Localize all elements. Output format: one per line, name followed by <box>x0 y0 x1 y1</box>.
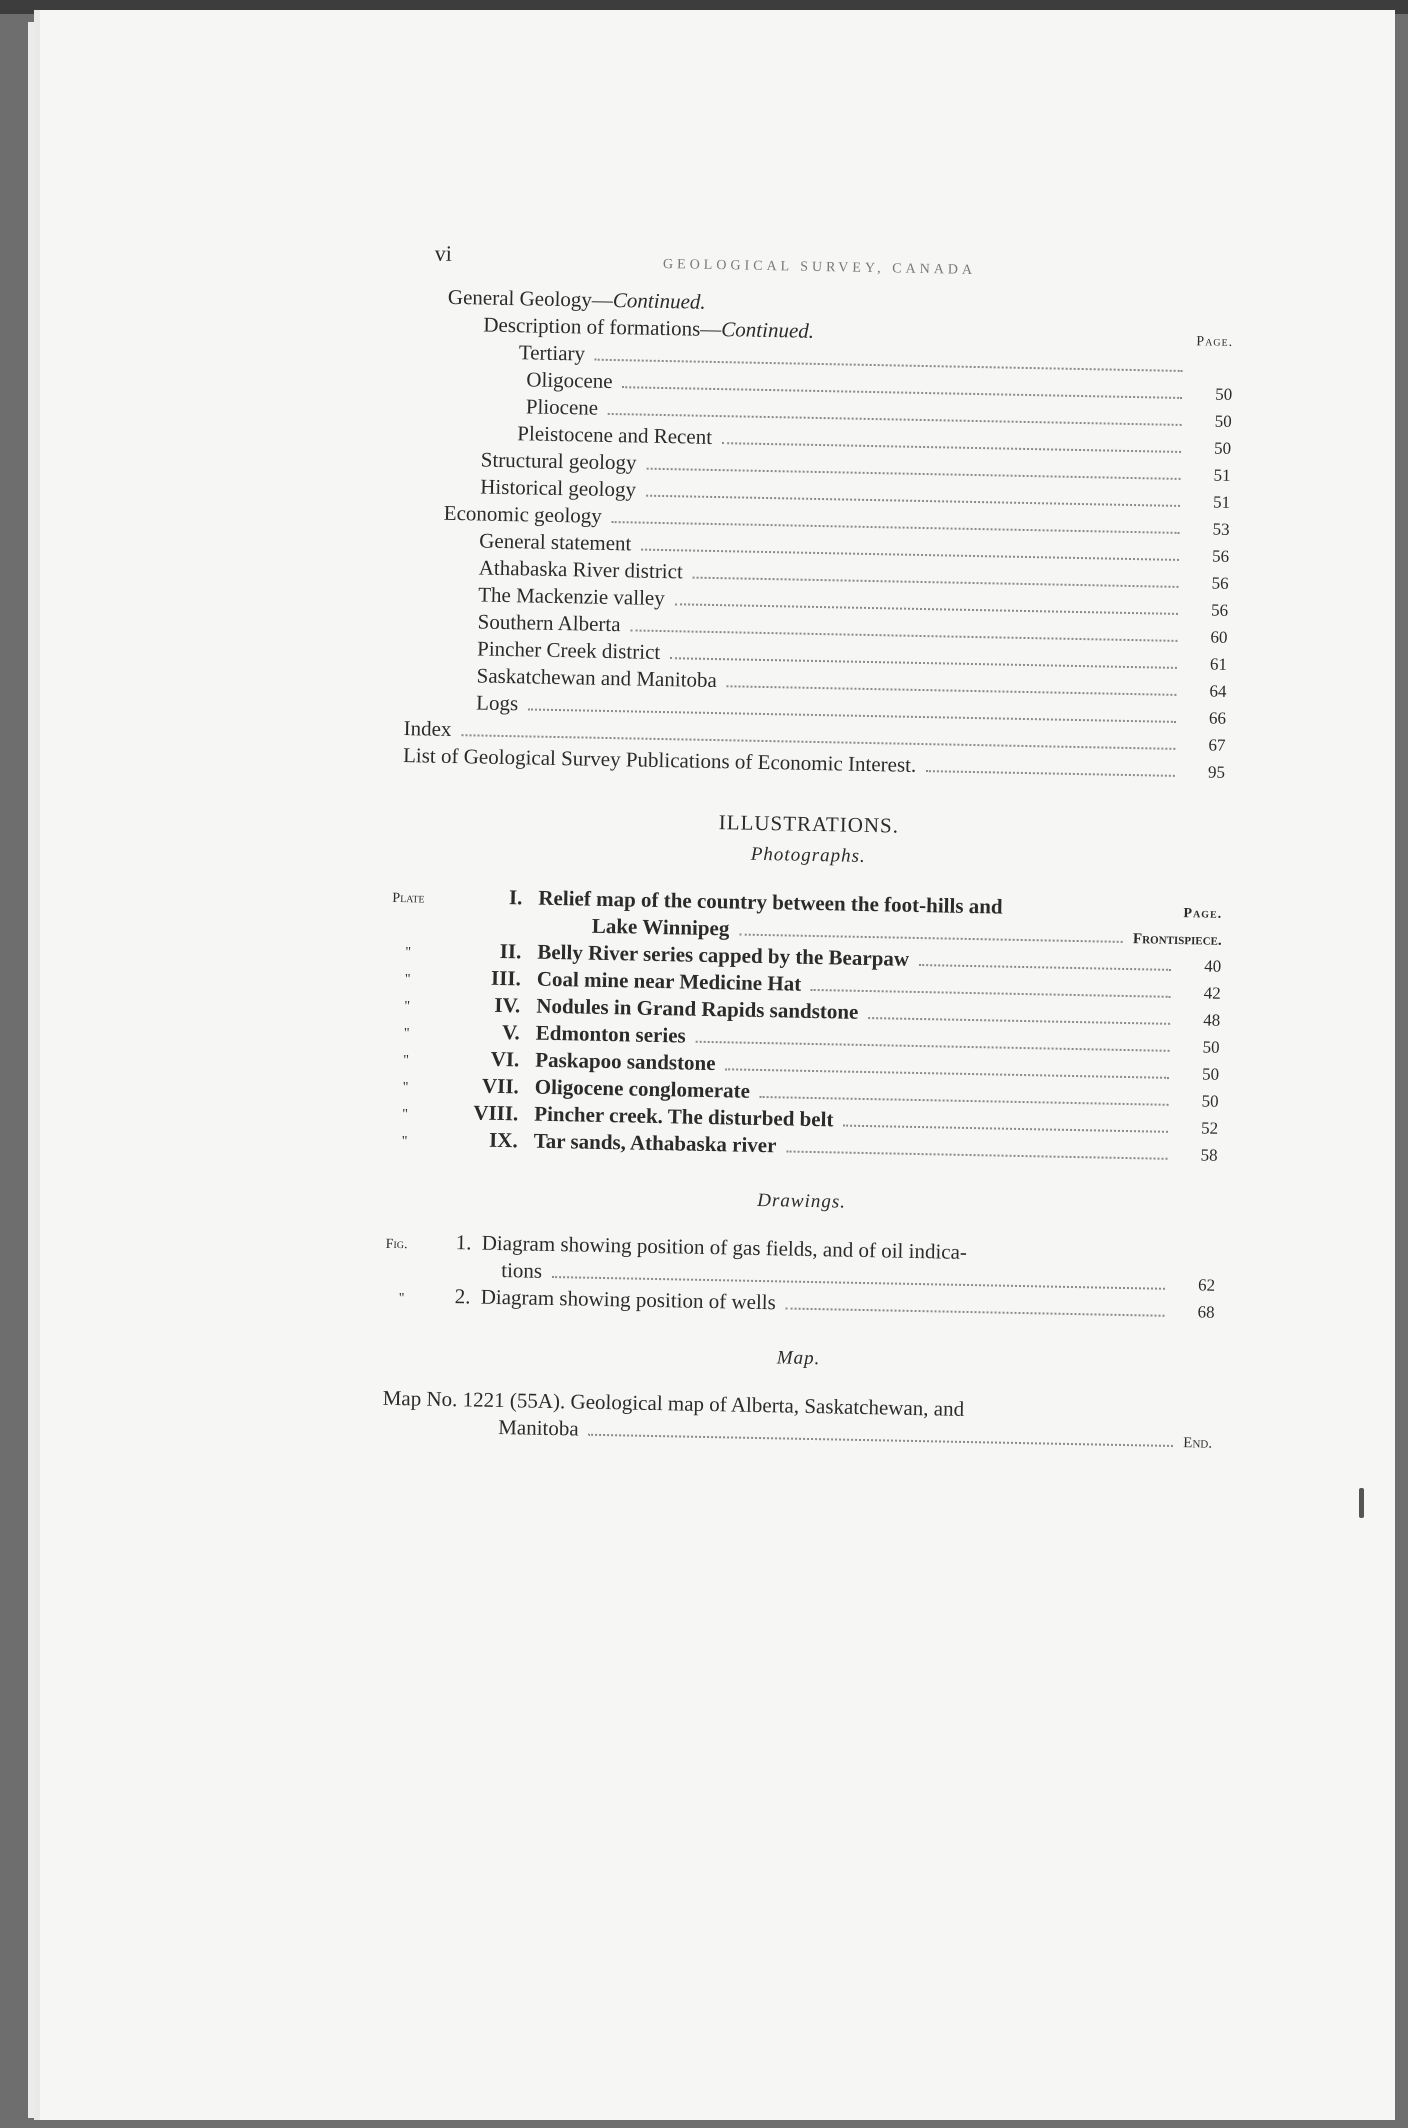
leader-dots <box>727 685 1177 696</box>
toc-entry-label: Pleistocene and Recent <box>517 421 713 449</box>
plate-number: VI. <box>490 1046 520 1072</box>
plate-number: IX. <box>488 1127 518 1153</box>
toc-entry-label: Pliocene <box>525 394 599 420</box>
toc-entry-label: Tertiary <box>518 340 586 366</box>
toc-entry-label: Saskatchewan and Manitoba <box>476 663 718 693</box>
ditto-mark: " <box>398 1291 405 1307</box>
toc-entry-page: 67 <box>1208 735 1226 755</box>
leader-dots <box>696 1041 1170 1052</box>
illustrations-title: ILLUSTRATIONS. <box>718 810 900 838</box>
ditto-mark: " <box>403 1026 410 1042</box>
toc-entry-page: 66 <box>1208 708 1227 728</box>
toc-entry-label: Historical geology <box>480 474 637 502</box>
toc-list <box>395 338 1233 786</box>
leader-dots <box>739 934 1123 943</box>
fig-caption-cont: tions <box>501 1258 543 1283</box>
plates-list <box>387 937 1221 1169</box>
plate-caption: Nodules in Grand Rapids sandstone <box>536 993 859 1024</box>
continued-label: Continued. <box>612 288 706 314</box>
scan-mark <box>1359 1488 1364 1518</box>
page-content <box>382 240 1235 1456</box>
plate-page: 58 <box>1200 1145 1218 1165</box>
plate-page: 50 <box>1202 1037 1220 1057</box>
leader-dots <box>589 1434 1174 1447</box>
fig-number: 2. <box>454 1284 471 1309</box>
map-page: End. <box>1183 1435 1213 1452</box>
toc-entry-label: Economic geology <box>443 500 603 528</box>
toc-entry-label: Athabaska River district <box>478 555 684 584</box>
drawings-title: Drawings. <box>757 1189 847 1213</box>
running-title: GEOLOGICAL SURVEY, CANADA <box>662 256 977 278</box>
plate-page: 40 <box>1204 956 1222 976</box>
leader-dots <box>919 964 1171 971</box>
plate-label: Plate <box>392 890 425 907</box>
ditto-mark: " <box>405 945 412 961</box>
plate-caption: Relief map of the country between the foot-hills and <box>538 885 1003 919</box>
description-label: Description of formations— <box>483 312 722 342</box>
toc-entry-page: 50 <box>1214 411 1232 431</box>
plate-page: 42 <box>1203 983 1221 1003</box>
continued-label: Continued. <box>721 317 815 343</box>
fig-caption: Diagram showing position of wells <box>480 1284 777 1315</box>
map-caption-cont: Manitoba <box>497 1415 579 1441</box>
toc-entry-page <box>1193 372 1233 373</box>
plate-caption: Tar sands, Athabaska river <box>533 1128 777 1158</box>
leader-dots <box>786 1150 1167 1159</box>
plate-number: VII. <box>481 1073 520 1099</box>
fig-page: 68 <box>1197 1302 1215 1322</box>
toc-entry-label: Structural geology <box>480 447 637 475</box>
toc-entry-page: 50 <box>1215 384 1233 404</box>
toc-entry-page: 51 <box>1213 465 1231 485</box>
plate-caption: Oligocene conglomerate <box>534 1074 751 1103</box>
fig-caption: Diagram showing position of gas fields, and of oil indica- <box>481 1230 968 1264</box>
leader-dots <box>811 989 1171 998</box>
map-caption: Map No. 1221 (55A). Geological map of Alberta, Saskatchewan, and <box>382 1385 965 1421</box>
page-column-head: Page. <box>1183 906 1223 922</box>
ditto-mark: " <box>404 999 411 1015</box>
plate-number: III. <box>490 965 522 991</box>
plate-page: 50 <box>1201 1091 1219 1111</box>
toc-entry-page: 95 <box>1207 762 1226 782</box>
toc-entry-page: 51 <box>1212 492 1231 512</box>
leader-dots <box>646 495 1180 507</box>
page-folio: vi <box>434 240 453 266</box>
plate-page: 48 <box>1202 1010 1221 1030</box>
plate-caption: Paskapoo sandstone <box>535 1047 716 1076</box>
toc-entry-label: Southern Alberta <box>477 609 621 637</box>
fig-page: 62 <box>1197 1275 1216 1295</box>
plate-number: V. <box>501 1020 521 1045</box>
toc-entry-page: 60 <box>1210 627 1228 647</box>
toc-entry-page: 50 <box>1213 438 1232 458</box>
map-title: Map. <box>776 1347 821 1370</box>
toc-entry-label: The Mackenzie valley <box>477 582 665 611</box>
leader-dots <box>725 1068 1169 1079</box>
toc-entry-page: 64 <box>1209 681 1227 701</box>
leader-dots <box>760 1096 1169 1106</box>
leader-dots <box>641 549 1179 561</box>
plate-page: 52 <box>1200 1118 1219 1138</box>
leader-dots <box>926 770 1175 777</box>
plate-page: 50 <box>1201 1064 1220 1084</box>
toc-entry-label: General statement <box>479 528 632 556</box>
plate-caption: Coal mine near Medicine Hat <box>536 966 802 996</box>
photographs-title: Photographs. <box>750 843 866 867</box>
leader-dots <box>786 1308 1165 1317</box>
page-column-head: Page. <box>1196 334 1234 350</box>
toc-entry-page: 56 <box>1211 573 1229 593</box>
plate-caption-cont: Lake Winnipeg <box>591 913 730 941</box>
plate-page: Frontispiece. <box>1132 931 1222 949</box>
toc-entry-page: 56 <box>1210 600 1229 620</box>
leader-dots <box>843 1125 1168 1133</box>
toc-entry-page: 56 <box>1211 546 1230 566</box>
ditto-mark: " <box>402 1080 409 1096</box>
leader-dots <box>675 603 1178 615</box>
ditto-mark: " <box>402 1107 409 1123</box>
ditto-mark: " <box>403 1053 410 1069</box>
plate-number: VIII. <box>473 1100 519 1126</box>
leader-dots <box>868 1017 1170 1025</box>
fig-label: Fig. <box>385 1236 408 1253</box>
toc-entry-page: 53 <box>1212 519 1230 539</box>
leader-dots <box>646 468 1180 480</box>
toc-entry-label: Logs <box>475 690 519 716</box>
leader-dots <box>693 577 1179 588</box>
plate-caption: Edmonton series <box>535 1020 686 1048</box>
ditto-mark: " <box>404 972 411 988</box>
toc-entry-label: List of Geological Survey Publications of Economic Interest. <box>402 743 917 777</box>
toc-entry-label: Pincher Creek district <box>476 636 661 664</box>
plate-number: I. <box>508 885 523 910</box>
general-geology-label: General Geology— <box>447 284 614 313</box>
toc-entry-label: Index <box>403 716 452 741</box>
ditto-mark: " <box>401 1134 408 1150</box>
toc-entry-label: Oligocene <box>526 367 613 394</box>
plate-caption: Belly River series capped by the Bearpaw <box>537 939 910 971</box>
leader-dots <box>670 657 1177 669</box>
toc-entry-page: 61 <box>1209 654 1228 674</box>
plate-number: II. <box>499 938 522 964</box>
plate-caption: Pincher creek. The disturbed belt <box>534 1101 834 1132</box>
plate-number: IV. <box>494 992 521 1018</box>
fig-number: 1. <box>455 1230 472 1255</box>
leader-dots <box>722 442 1181 453</box>
